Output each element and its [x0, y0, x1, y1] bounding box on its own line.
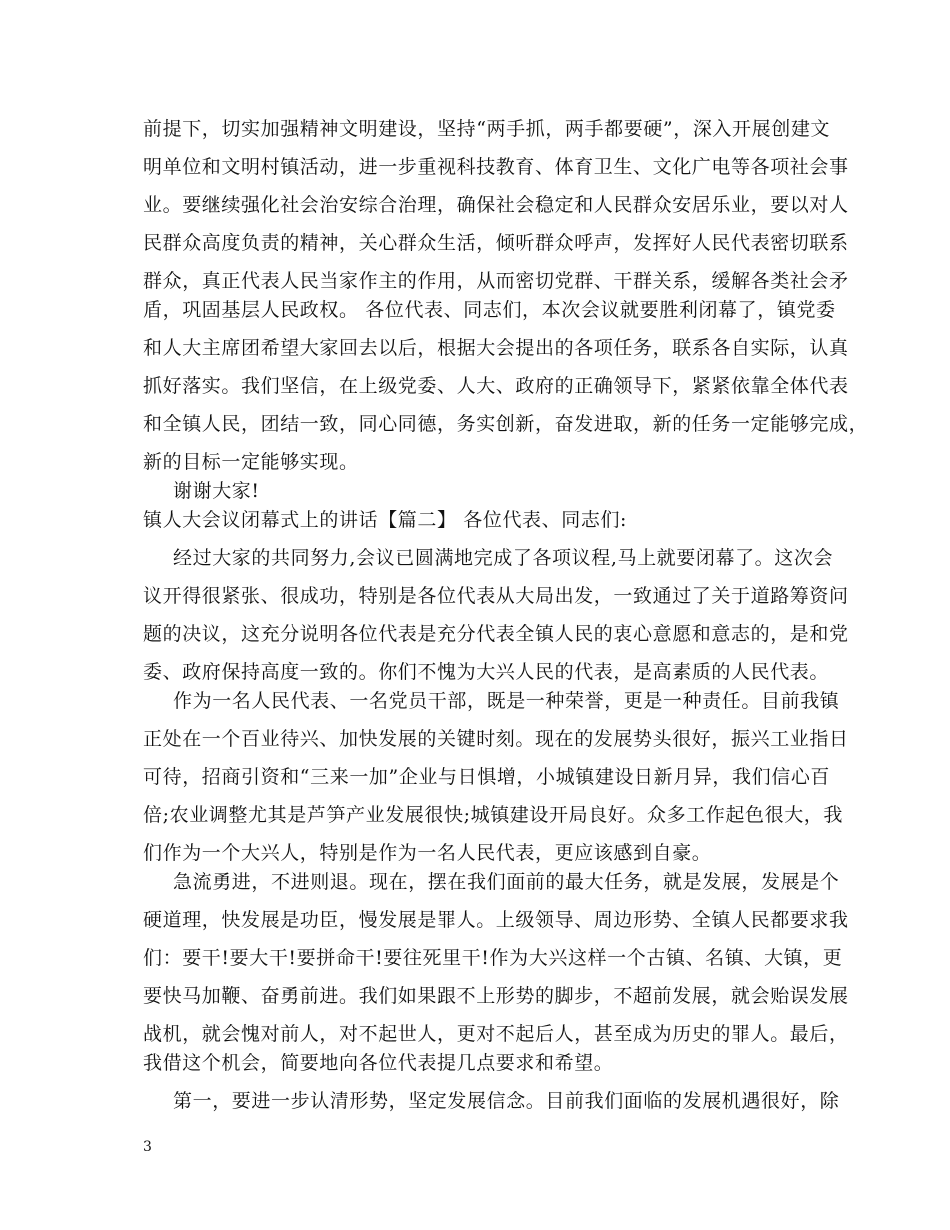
text-line: 和人大主席团希望大家回去以后，根据大会提出的各项任务，联系各自实际，认真	[143, 337, 849, 359]
text-line: 和全镇人民，团结一致，同心同德，务实创新，奋发进取，新的任务一定能够完成，	[143, 413, 869, 435]
text-line: 战机，就会愧对前人，对不起世人，更对不起后人，甚至成为历史的罪人。最后，	[143, 1023, 849, 1045]
text-line: 业。要继续强化社会治安综合治理，确保社会稳定和人民群众安居乐业，要以对人	[143, 194, 849, 216]
closing-line: 谢谢大家!	[173, 480, 260, 502]
text-line: 正处在一个百业待兴、加快发展的关键时刻。现在的发展势头很好，振兴工业指日	[143, 728, 849, 750]
text-line: 倍;农业调整尤其是芦笋产业发展很快;城镇建设开局良好。众多工作起色很大，我	[143, 804, 844, 826]
page-number: 3	[143, 1139, 152, 1155]
text-line: 民群众高度负责的精神，关心群众生活，倾听群众呼声，发挥好人民代表密切联系	[143, 232, 849, 254]
text-line: 要快马加鞭、奋勇前进。我们如果跟不上形势的脚步，不超前发展，就会贻误发展	[143, 985, 849, 1007]
text-line: 前提下，切实加强精神文明建设，坚持“两手抓，两手都要硬”，深入开展创建文	[143, 118, 831, 140]
text-line: 群众，真正代表人民当家作主的作用，从而密切党群、干群关系，缓解各类社会矛	[143, 270, 849, 292]
text-line: 可待，招商引资和“三来一加”企业与日惧增，小城镇建设日新月异，我们信心百	[143, 766, 831, 788]
paragraph-first-line: 经过大家的共同努力,会议已圆满地完成了各项议程,马上就要闭幕了。这次会	[173, 547, 834, 569]
text-line: 盾，巩固基层人民政权。 各位代表、同志们，本次会议就要胜利闭幕了，镇党委	[143, 299, 836, 321]
text-line: 委、政府保持高度一致的。你们不愧为大兴人民的代表，是高素质的人民代表。	[143, 661, 830, 683]
paragraph-first-line: 作为一名人民代表、一名党员干部，既是一种荣誉，更是一种责任。目前我镇	[173, 690, 840, 712]
text-line: 我借这个机会，简要地向各位代表提几点要求和希望。	[143, 1052, 614, 1074]
text-line: 抓好落实。我们坚信，在上级党委、人大、政府的正确领导下，紧紧依靠全体代表	[143, 375, 849, 397]
text-line: 硬道理，快发展是功臣，慢发展是罪人。上级领导、周边形势、全镇人民都要求我	[143, 909, 849, 931]
text-line: 们作为一个大兴人，特别是作为一名人民代表，更应该感到自豪。	[143, 842, 712, 864]
paragraph-first-line: 第一，要进一步认清形势，坚定发展信念。目前我们面临的发展机遇很好，除	[173, 1090, 840, 1112]
text-line: 们：要干!要大干!要拼命干!要往死里干!作为大兴这样一个古镇、名镇、大镇，更	[143, 947, 843, 969]
paragraph-first-line: 急流勇进，不进则退。现在，摆在我们面前的最大任务，就是发展，发展是个	[173, 871, 840, 893]
section-heading: 镇人大会议闭幕式上的讲话【篇二】 各位代表、同志们:	[143, 509, 628, 531]
text-line: 题的决议，这充分说明各位代表是充分代表全镇人民的衷心意愿和意志的，是和党	[143, 623, 849, 645]
text-line: 明单位和文明村镇活动，进一步重视科技教育、体育卫生、文化广电等各项社会事	[143, 156, 849, 178]
text-line: 议开得很紧张、很成功，特别是各位代表从大局出发，一致通过了关于道路筹资问	[143, 585, 849, 607]
text-line: 新的目标一定能够实现。	[143, 451, 359, 473]
